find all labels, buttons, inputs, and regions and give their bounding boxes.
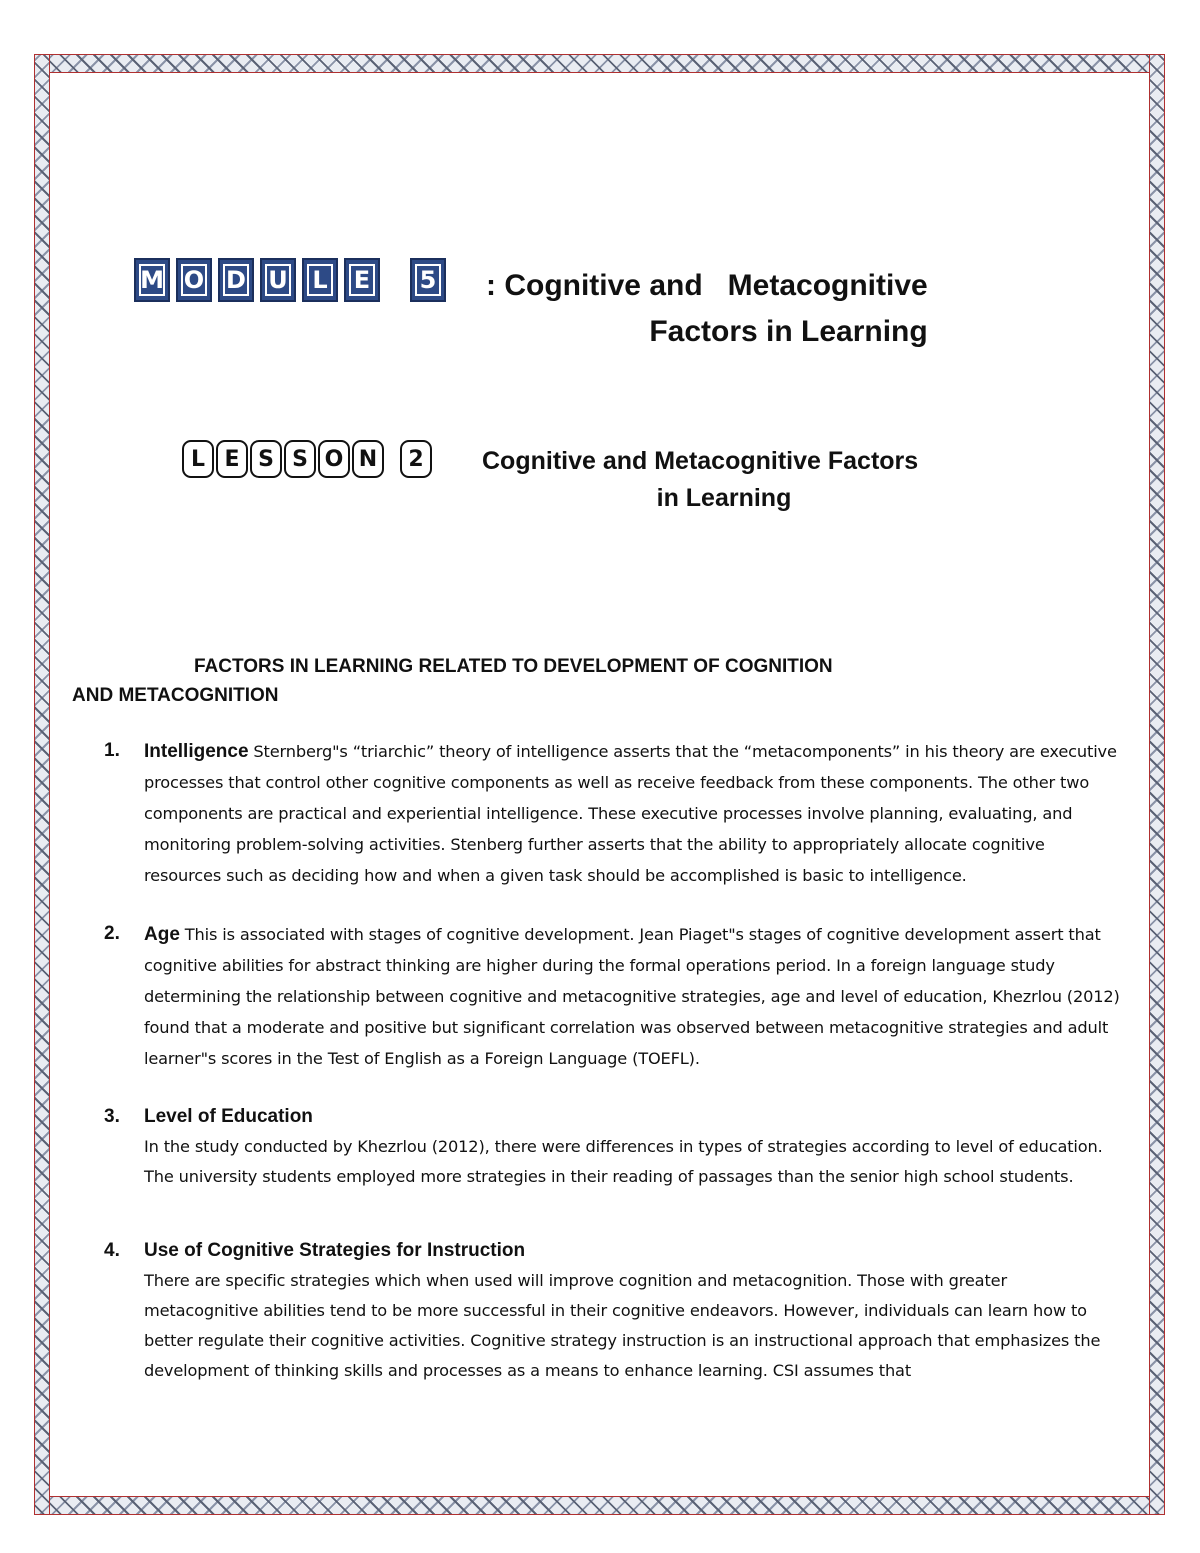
item-term: Age [144, 924, 180, 945]
module-badge-letter: M [134, 258, 170, 302]
border-top [35, 55, 1164, 73]
lesson-title [482, 443, 962, 517]
lesson-title-line1: Cognitive and Metacognitive Factors [482, 447, 919, 475]
item-number: 3. [104, 1106, 120, 1127]
item-text: There are specific strategies which when used will improve cognition and metacognition. Those with greater metacognitive abilities tend to be more successful in their cognitive endeavors. However, individuals can learn how to better regulate their cognitive activities. Cognitive strategy instruction is an instructional approach that emphasizes the development of thinking skills and processes as a means to enhance learning. CSI assumes that [144, 1271, 1101, 1380]
module-badge-number: 5 [410, 258, 446, 302]
lesson-badge [182, 440, 432, 478]
item-number: 2. [104, 923, 120, 944]
module-title [486, 263, 928, 355]
item-text: Sternberg"s “triarchic” theory of intelligence asserts that the “metacomponents” in his theory are executive processes that control other cognitive components as well as receive feedback from these components. The other two components are practical and experiential intelligence. These executive processes involve planning, evaluating, and monitoring problem-solving activities. Stenberg further asserts that the ability to appropriately allocate cognitive resources such as deciding how and when a given task should be accomplished is basic to intelligence. [144, 742, 1117, 885]
item-term: Use of Cognitive Strategies for Instruction [144, 1240, 526, 1261]
lesson-badge-letter: E [216, 440, 248, 478]
item-text: In the study conducted by Khezrlou (2012), there were differences in types of strategies according to level of education. The university students employed more strategies in their reading of passages than the senior high school students. [144, 1137, 1103, 1186]
factors-list [104, 736, 1124, 1386]
item-text: This is associated with stages of cognitive development. Jean Piaget"s stages of cognitive development assert that cognitive abilities for abstract thinking are higher during the formal operations period. In a foreign language study determining the relationship between cognitive and metacognitive strategies, age and level of education, Khezrlou (2012) found that a moderate and positive but significant correlation was observed between metacognitive strategies and adult learner"s scores in the Test of English as a Foreign Language (TOEFL). [144, 925, 1120, 1068]
section-heading [72, 652, 972, 710]
module-badge-letter: O [176, 258, 212, 302]
list-item [104, 736, 1124, 891]
lesson-badge-letter: S [250, 440, 282, 478]
list-item [104, 1102, 1124, 1192]
item-term: Intelligence [144, 741, 249, 762]
lesson-badge-letter: N [352, 440, 384, 478]
list-item [104, 1236, 1124, 1386]
module-title-line1: : Cognitive and Metacognitive [486, 269, 928, 302]
lesson-badge-letter: L [182, 440, 214, 478]
module-badge-letter: L [302, 258, 338, 302]
item-number: 4. [104, 1240, 120, 1261]
lesson-badge-letter: S [284, 440, 316, 478]
item-number: 1. [104, 740, 120, 761]
module-badge-letter: U [260, 258, 296, 302]
lesson-badge-letter: O [318, 440, 350, 478]
section-heading-line2: AND METACOGNITION [72, 685, 279, 706]
border-right [1149, 55, 1164, 1514]
list-item [104, 919, 1124, 1074]
module-badge [134, 258, 446, 302]
item-term: Level of Education [144, 1106, 313, 1127]
module-title-line2: Factors in Learning [649, 315, 928, 348]
lesson-title-line2: in Learning [656, 484, 792, 512]
border-bottom [35, 1496, 1164, 1514]
border-left [35, 55, 50, 1514]
module-badge-letter: D [218, 258, 254, 302]
module-badge-letter: E [344, 258, 380, 302]
lesson-badge-number: 2 [400, 440, 432, 478]
section-heading-line1: FACTORS IN LEARNING RELATED TO DEVELOPMENT OF COGNITION [194, 656, 833, 677]
